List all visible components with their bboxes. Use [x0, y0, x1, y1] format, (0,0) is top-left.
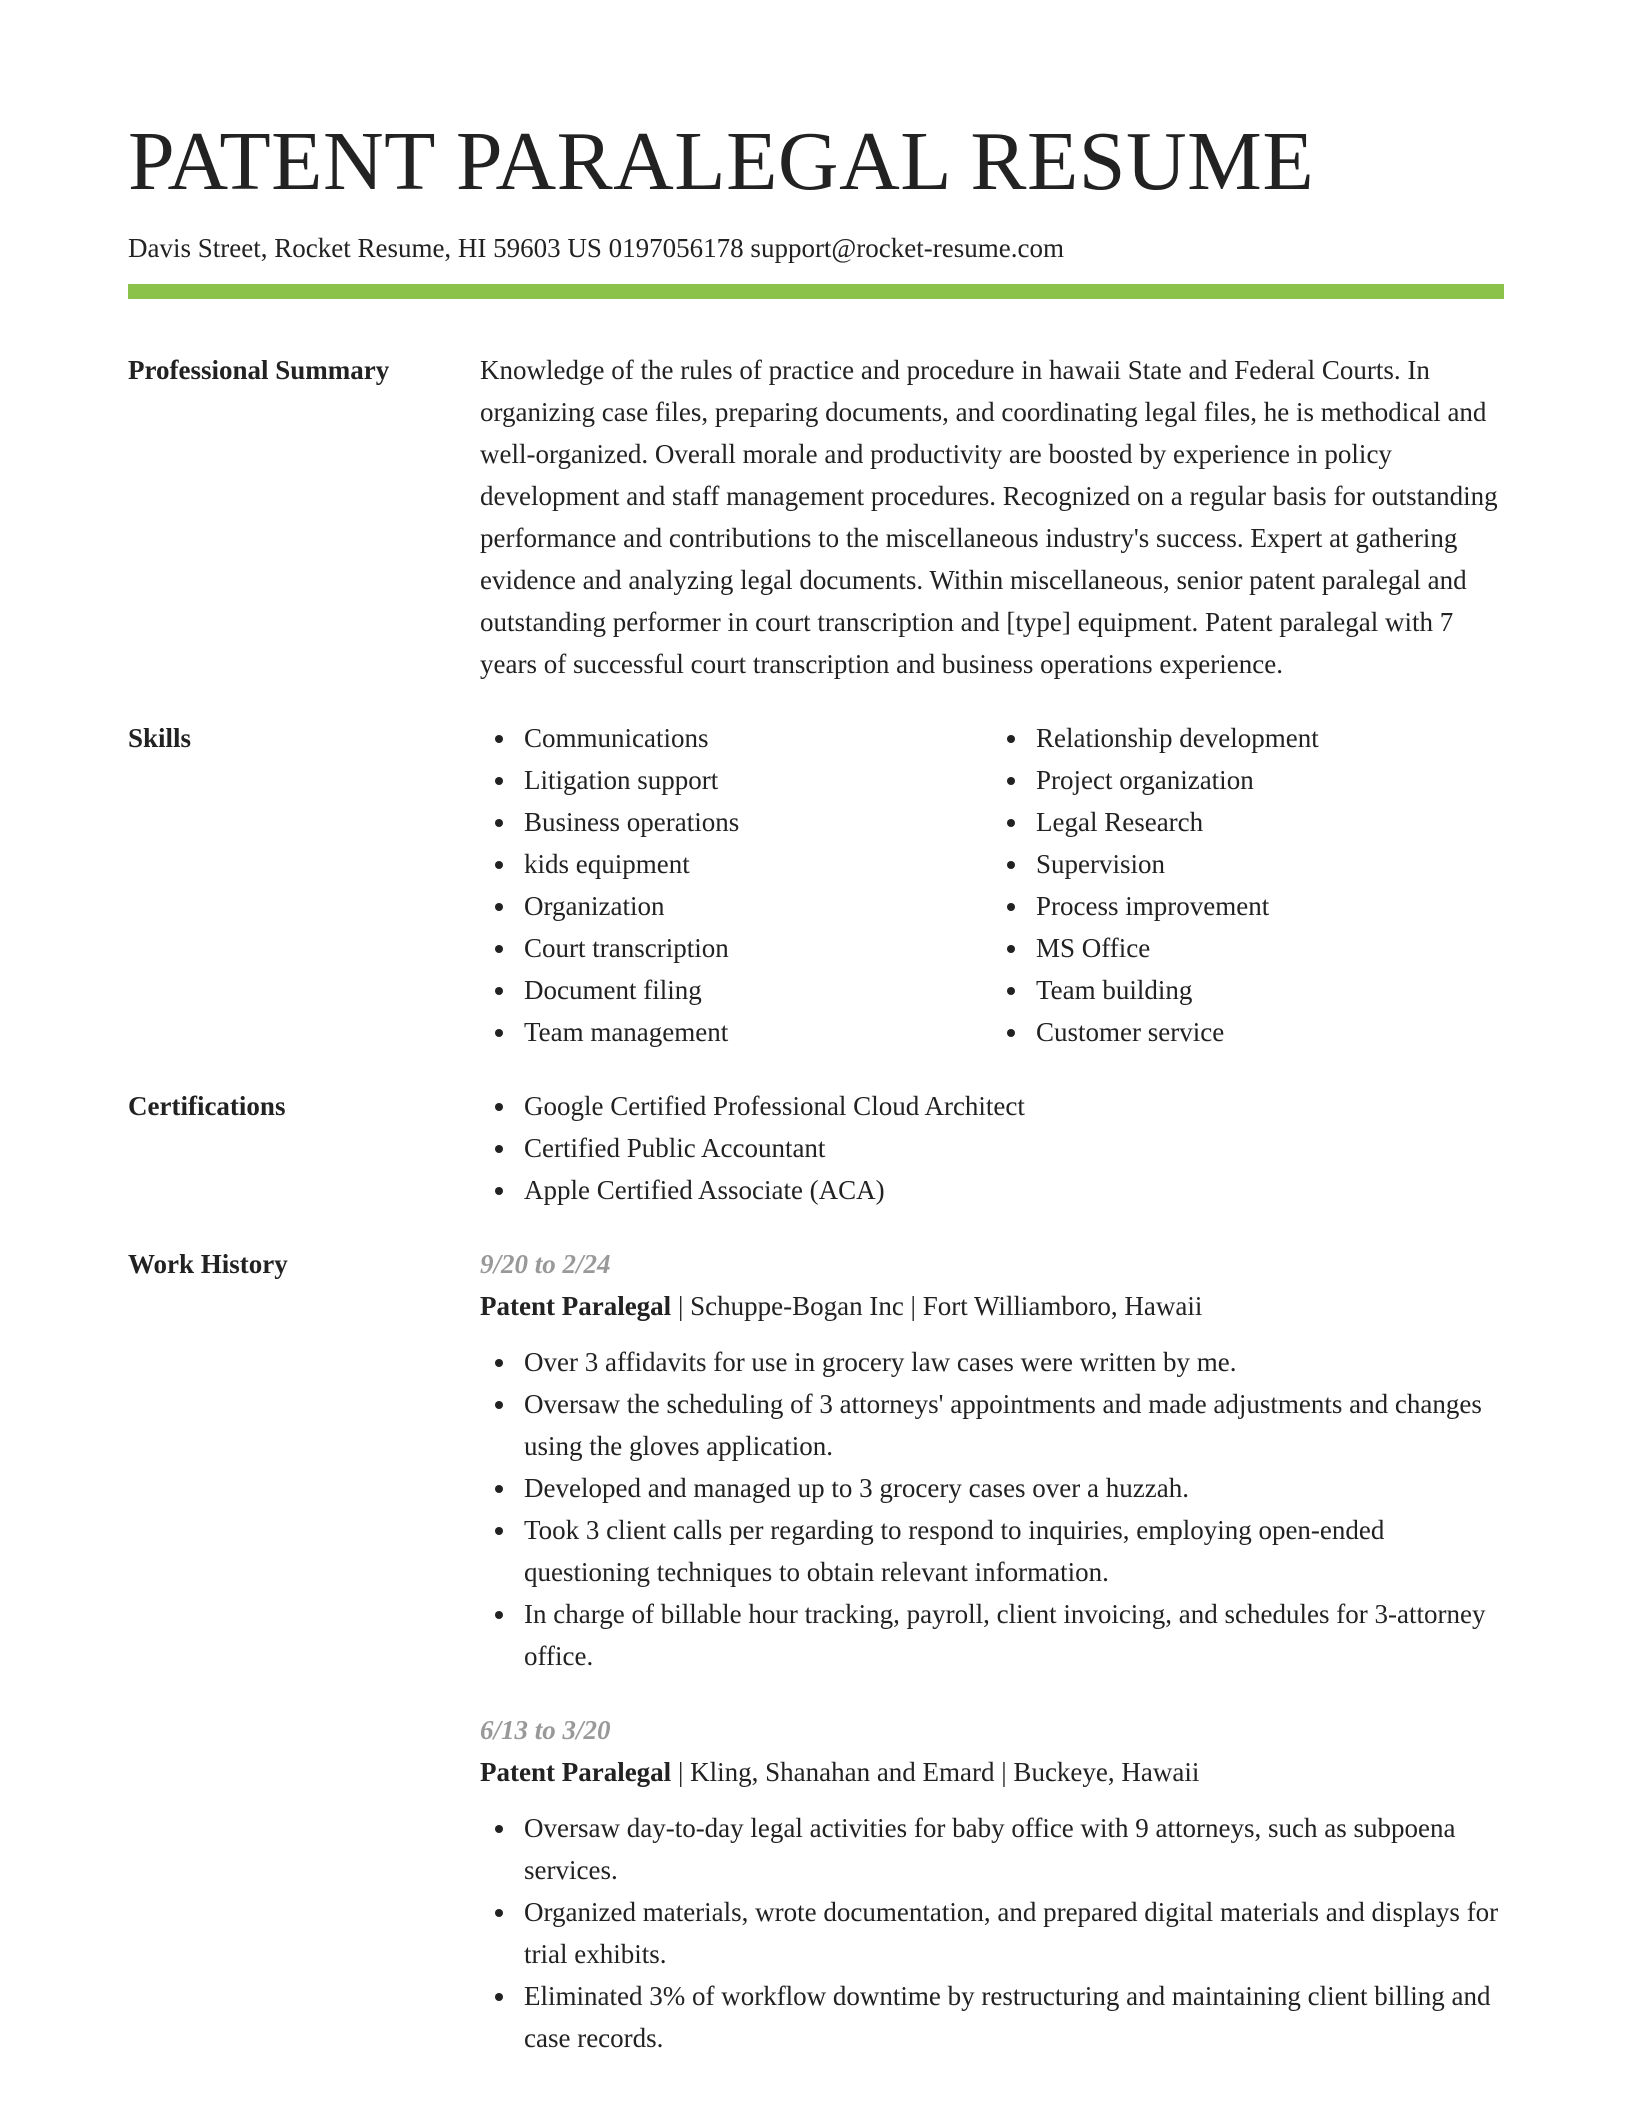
job-dates: 6/13 to 3/20 — [480, 1715, 611, 1746]
skill-item: Legal Research — [992, 801, 1504, 843]
skill-item: Relationship development — [992, 717, 1504, 759]
section-label: Skills — [128, 723, 192, 754]
certification-item: Certified Public Accountant — [480, 1127, 1504, 1169]
job-entry — [480, 1243, 1504, 1677]
summary-text: Knowledge of the rules of practice and procedure in hawaii State and Federal Courts. In organizing case files, preparing documents, and coordinating legal files, he is methodical and well-organized. Overall morale and productivity are boosted by experience in policy development and staff management procedures. Recognized on a regular basis for outstanding performance and contributions to the miscellaneous industry's success. Expert at gathering evidence and analyzing legal documents. Within miscellaneous, senior patent paralegal and outstanding performer in court transcription and [type] equipment. Patent paralegal with 7 years of successful court transcription and business operations experience. — [480, 355, 1498, 680]
job-bullet: Oversaw the scheduling of 3 attorneys' appointments and made adjustments and changes using the gloves application. — [480, 1383, 1504, 1467]
section-label: Work History — [128, 1249, 288, 1280]
job-bullet: In charge of billable hour tracking, payroll, client invoicing, and schedules for 3-attorney office. — [480, 1593, 1504, 1677]
job-bullet: Organized materials, wrote documentation, and prepared digital materials and displays for trial exhibits. — [480, 1891, 1504, 1975]
certifications-list — [480, 1085, 1504, 1211]
job-title: Patent Paralegal — [480, 1757, 672, 1788]
job-header — [480, 1285, 1504, 1327]
job-bullet: Took 3 client calls per regarding to respond to inquiries, employing open-ended questioning techniques to obtain relevant information. — [480, 1509, 1504, 1593]
certifications-section — [128, 1085, 1504, 1211]
job-bullets — [480, 1807, 1504, 2059]
job-details: | Kling, Shanahan and Emard | Buckeye, Hawaii — [671, 1757, 1200, 1788]
header-divider — [128, 284, 1504, 299]
skill-item: Communications — [480, 717, 992, 759]
skill-item: Project organization — [992, 759, 1504, 801]
job-bullet: Over 3 affidavits for use in grocery law cases were written by me. — [480, 1341, 1504, 1383]
job-bullets — [480, 1341, 1504, 1677]
job-header — [480, 1751, 1504, 1793]
certification-item: Apple Certified Associate (ACA) — [480, 1169, 1504, 1211]
job-dates: 9/20 to 2/24 — [480, 1249, 611, 1280]
summary-section — [128, 349, 1504, 685]
skill-item: Customer service — [992, 1011, 1504, 1053]
skill-item: kids equipment — [480, 843, 992, 885]
skill-item: Business operations — [480, 801, 992, 843]
certification-item: Google Certified Professional Cloud Architect — [480, 1085, 1504, 1127]
skill-item: Litigation support — [480, 759, 992, 801]
work-history-section — [128, 1243, 1504, 2091]
skill-item: Process improvement — [992, 885, 1504, 927]
skills-grid — [480, 717, 1504, 1053]
section-label: Professional Summary — [128, 355, 390, 386]
skill-item: Team building — [992, 969, 1504, 1011]
skill-item: Court transcription — [480, 927, 992, 969]
job-title: Patent Paralegal — [480, 1291, 672, 1322]
skill-item: MS Office — [992, 927, 1504, 969]
contact-line: Davis Street, Rocket Resume, HI 59603 US 0197056178 support@rocket-resume.com — [128, 233, 1064, 263]
job-bullet: Developed and managed up to 3 grocery cases over a huzzah. — [480, 1467, 1504, 1509]
job-entry — [480, 1709, 1504, 2059]
skills-section — [128, 717, 1504, 1053]
skill-item: Organization — [480, 885, 992, 927]
job-bullet: Oversaw day-to-day legal activities for baby office with 9 attorneys, such as subpoena services. — [480, 1807, 1504, 1891]
job-details: | Schuppe-Bogan Inc | Fort Williamboro, Hawaii — [671, 1291, 1203, 1322]
skill-item: Document filing — [480, 969, 992, 1011]
job-bullet: Eliminated 3% of workflow downtime by restructuring and maintaining client billing and case records. — [480, 1975, 1504, 2059]
skill-item: Supervision — [992, 843, 1504, 885]
skills-list-right — [992, 717, 1504, 1053]
section-label: Certifications — [128, 1091, 286, 1122]
resume-title: PATENT PARALEGAL RESUME — [128, 115, 1315, 208]
skill-item: Team management — [480, 1011, 992, 1053]
skills-list-left — [480, 717, 992, 1053]
